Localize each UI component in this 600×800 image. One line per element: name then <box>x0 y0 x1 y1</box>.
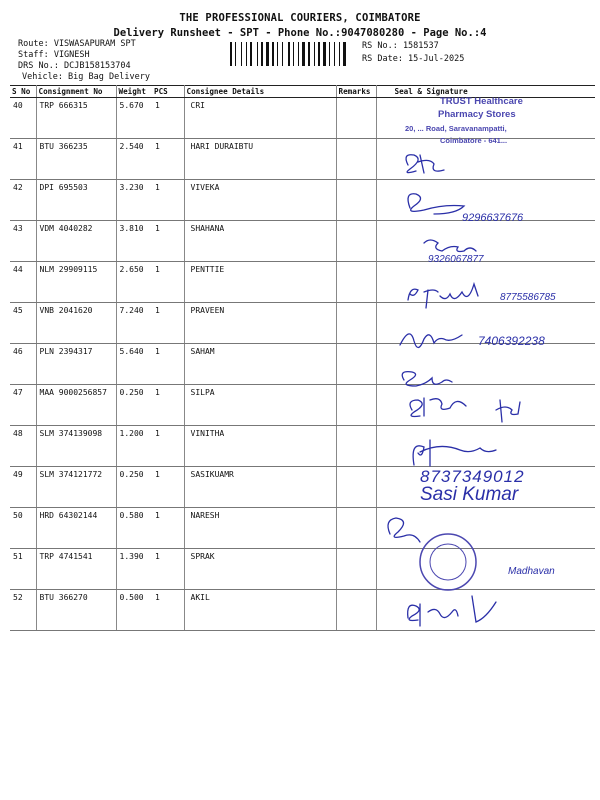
barcode-bar <box>291 42 292 66</box>
barcode-bar <box>295 42 297 66</box>
barcode-bar <box>284 42 287 66</box>
row-weight: 2.540 <box>116 139 152 180</box>
stamp-line-2: Pharmacy Stores <box>438 109 516 120</box>
row-sno: 47 <box>10 385 36 426</box>
row-weight: 1.200 <box>116 426 152 467</box>
row-remarks <box>336 590 376 631</box>
row-remarks <box>336 221 376 262</box>
handwritten-phone-49: 8737349012 <box>420 467 525 486</box>
row-signature <box>376 590 595 631</box>
row-sno: 42 <box>10 180 36 221</box>
barcode-bar <box>230 42 232 66</box>
table-row <box>10 426 595 467</box>
row-consignee: SILPA <box>184 385 336 426</box>
barcode-bar <box>334 42 335 66</box>
row-consignment: SLM 374139098 <box>36 426 116 467</box>
row-pcs: 1 <box>152 303 184 344</box>
barcode-bar <box>341 42 342 66</box>
row-remarks <box>336 385 376 426</box>
table-row <box>10 221 595 262</box>
stamp-line-1: TRUST Healthcare <box>440 96 523 107</box>
table-row <box>10 139 595 180</box>
row-consignment: TRP 4741541 <box>36 549 116 590</box>
barcode-bar <box>293 42 294 66</box>
barcode-bar <box>323 42 326 66</box>
row-consignment: VNB 2041620 <box>36 303 116 344</box>
table-row <box>10 590 595 631</box>
row-pcs: 1 <box>152 139 184 180</box>
barcode-bar <box>339 42 340 66</box>
row-sno: 52 <box>10 590 36 631</box>
row-consignment: BTU 366235 <box>36 139 116 180</box>
row-consignment: HRD 64302144 <box>36 508 116 549</box>
row-remarks <box>336 467 376 508</box>
rs-date: RS Date: 15-Jul-2025 <box>362 54 465 64</box>
barcode-bar <box>235 42 236 66</box>
col-remarks: Remarks <box>336 86 376 98</box>
row-sno: 40 <box>10 98 36 139</box>
barcode-bar <box>298 42 299 66</box>
row-sno: 41 <box>10 139 36 180</box>
row-pcs: 1 <box>152 590 184 631</box>
barcode-bar <box>241 42 242 66</box>
row-signature <box>376 344 595 385</box>
row-consignment: MAA 9000256857 <box>36 385 116 426</box>
row-remarks <box>336 98 376 139</box>
row-weight: 3.810 <box>116 221 152 262</box>
row-signature <box>376 549 595 590</box>
row-consignee: NARESH <box>184 508 336 549</box>
barcode-bar <box>243 42 245 66</box>
page-title: THE PROFESSIONAL COURIERS, COIMBATORE <box>179 12 421 24</box>
row-consignee: PRAVEEN <box>184 303 336 344</box>
runsheet-table <box>10 85 595 631</box>
row-consignee: VINITHA <box>184 426 336 467</box>
row-consignee: CRI <box>184 98 336 139</box>
col-consignment: Consignment No <box>36 86 116 98</box>
row-sno: 46 <box>10 344 36 385</box>
barcode-bar <box>277 42 278 66</box>
row-pcs: 1 <box>152 98 184 139</box>
row-consignee: SASIKUAMR <box>184 467 336 508</box>
row-weight: 0.500 <box>116 590 152 631</box>
row-consignee: AKIL <box>184 590 336 631</box>
barcode-bar <box>331 42 333 66</box>
barcode-bar <box>279 42 281 66</box>
stamp-line-3: 20, ... Road, Saravanampatti, <box>405 124 507 133</box>
col-weight: Weight <box>116 86 152 98</box>
row-weight: 0.250 <box>116 385 152 426</box>
barcode-bar <box>321 42 322 66</box>
row-remarks <box>336 180 376 221</box>
row-consignee: SAHAM <box>184 344 336 385</box>
row-consignee: HARI DURAIBTU <box>184 139 336 180</box>
row-pcs: 1 <box>152 549 184 590</box>
barcode-bar <box>306 42 307 66</box>
row-consignee: PENTTIE <box>184 262 336 303</box>
row-signature <box>376 508 595 549</box>
row-consignee: SHAHANA <box>184 221 336 262</box>
barcode <box>230 42 356 66</box>
col-signature: Seal & Signature <box>376 86 595 98</box>
row-signature <box>376 385 595 426</box>
barcode-bar <box>250 42 252 66</box>
row-consignment: BTU 366270 <box>36 590 116 631</box>
row-pcs: 1 <box>152 221 184 262</box>
row-pcs: 1 <box>152 344 184 385</box>
table-row <box>10 344 595 385</box>
handwritten-signature-51: Madhavan <box>508 566 555 577</box>
row-pcs: 1 <box>152 426 184 467</box>
row-consignment: SLM 374121772 <box>36 467 116 508</box>
barcode-bar <box>257 42 258 66</box>
row-signature <box>376 426 595 467</box>
barcode-bar <box>311 42 313 66</box>
row-weight: 0.250 <box>116 467 152 508</box>
barcode-bar <box>300 42 301 66</box>
row-consignment: DPI 695503 <box>36 180 116 221</box>
table-row <box>10 385 595 426</box>
barcode-bar <box>248 42 249 66</box>
barcode-bar <box>270 42 271 66</box>
barcode-bar <box>272 42 274 66</box>
row-consignment: TRP 666315 <box>36 98 116 139</box>
col-sno: S No <box>10 86 36 98</box>
barcode-bar <box>266 42 269 66</box>
row-weight: 5.670 <box>116 98 152 139</box>
row-consignment: NLM 29909115 <box>36 262 116 303</box>
handwritten-phone-44: 8775586785 <box>500 292 556 303</box>
row-remarks <box>336 262 376 303</box>
barcode-bar <box>318 42 320 66</box>
barcode-bar <box>308 42 310 66</box>
row-consignment: PLN 2394317 <box>36 344 116 385</box>
route-label: Route: VISWASAPURAM SPT <box>18 39 136 49</box>
row-signature <box>376 221 595 262</box>
barcode-bar <box>288 42 290 66</box>
row-weight: 7.240 <box>116 303 152 344</box>
row-weight: 2.650 <box>116 262 152 303</box>
row-pcs: 1 <box>152 180 184 221</box>
row-sno: 49 <box>10 467 36 508</box>
barcode-bar <box>316 42 317 66</box>
row-pcs: 1 <box>152 508 184 549</box>
barcode-bar <box>282 42 283 66</box>
vehicle-label: Vehicle: Big Bag Delivery <box>22 72 150 82</box>
row-sno: 44 <box>10 262 36 303</box>
barcode-bar <box>246 42 247 66</box>
barcode-bar <box>237 42 240 66</box>
rs-number: RS No.: 1581537 <box>362 41 439 51</box>
drs-label: DRS No.: DCJB158153704 <box>18 61 131 71</box>
barcode-bar <box>336 42 338 66</box>
row-remarks <box>336 344 376 385</box>
barcode-bar <box>327 42 328 66</box>
table-row <box>10 508 595 549</box>
row-pcs: 1 <box>152 262 184 303</box>
row-pcs: 1 <box>152 467 184 508</box>
handwritten-phone-43: 9326067877 <box>428 254 484 265</box>
row-sno: 51 <box>10 549 36 590</box>
row-weight: 0.580 <box>116 508 152 549</box>
row-weight: 5.640 <box>116 344 152 385</box>
barcode-bar <box>264 42 265 66</box>
row-sno: 43 <box>10 221 36 262</box>
barcode-bar <box>233 42 234 66</box>
row-remarks <box>336 549 376 590</box>
barcode-bar <box>314 42 315 66</box>
barcode-bar <box>275 42 276 66</box>
handwritten-phone-45: 7406392238 <box>478 334 545 348</box>
row-sno: 48 <box>10 426 36 467</box>
row-remarks <box>336 139 376 180</box>
barcode-bar <box>343 42 346 66</box>
barcode-bar <box>259 42 260 66</box>
staff-label: Staff: VIGNESH <box>18 50 90 60</box>
barcode-bar <box>261 42 263 66</box>
row-consignee: SPRAK <box>184 549 336 590</box>
row-weight: 3.230 <box>116 180 152 221</box>
row-signature <box>376 262 595 303</box>
handwritten-name-49: Sasi Kumar <box>420 484 519 505</box>
row-remarks <box>336 303 376 344</box>
col-consignee: Consignee Details <box>184 86 336 98</box>
row-consignee: VIVEKA <box>184 180 336 221</box>
row-consignment: VDM 4040282 <box>36 221 116 262</box>
barcode-bar <box>253 42 256 66</box>
row-weight: 1.390 <box>116 549 152 590</box>
stamp-line-4: Coimbatore - 641... <box>440 136 508 145</box>
barcode-bar <box>329 42 330 66</box>
col-pcs: PCS <box>152 86 184 98</box>
page-subtitle: Delivery Runsheet - SPT - Phone No.:9047080280 - Page No.:4 <box>113 27 487 39</box>
row-remarks <box>336 508 376 549</box>
row-remarks <box>336 426 376 467</box>
handwritten-phone-42: 9296637676 <box>462 212 524 224</box>
row-sno: 50 <box>10 508 36 549</box>
row-sno: 45 <box>10 303 36 344</box>
barcode-bar <box>302 42 305 66</box>
row-pcs: 1 <box>152 385 184 426</box>
